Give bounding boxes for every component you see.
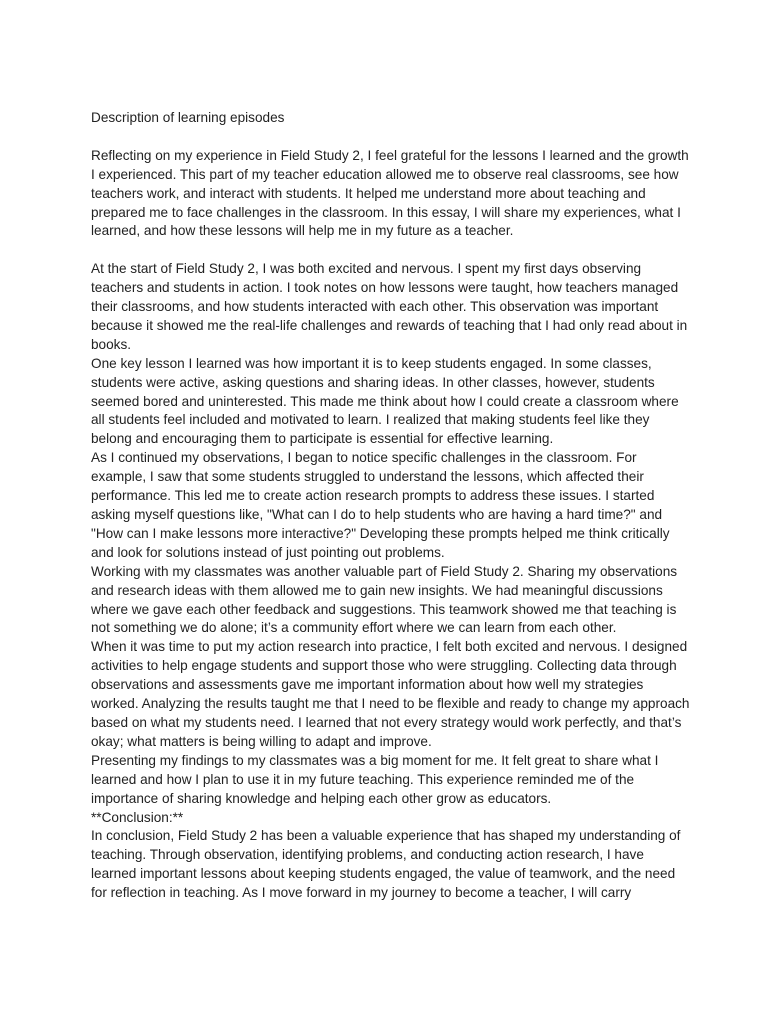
paragraph-classroom-challenges: As I continued my observations, I began to notice specific challenges in the classroom. For example, I saw that some students struggled to understand the lessons, which affected their performance. This led me to create action research prompts to address these issues. I started asking myself questions like, "What can I do to help students who are having a hard time?" and "How can I make lessons more interactive?" Developing these prompts helped me think critically and look for solutions instead of just pointing out problems. [91, 450, 670, 560]
conclusion-label: **Conclusion:** [91, 809, 184, 825]
document-heading: Description of learning episodes [91, 110, 285, 125]
paragraph-conclusion: In conclusion, Field Study 2 has been a valuable experience that has shaped my understanding of teaching. Through observation, identifying problems, and conducting action research, I have learned important lessons about keeping students engaged, the value of teamwork, and the need for reflection in teaching. As I move forward in my journey to become a teacher, I will carry [91, 828, 681, 901]
paragraph-working-with-classmates: Working with my classmates was another valuable part of Field Study 2. Sharing my observations and research ideas with them allowed me to gain new insights. We had meaningful discussions where we gave each other feedback and suggestions. This teamwork showed me that teaching is not something we do alone; it’s a community effort where we can learn from each other. [91, 563, 678, 636]
paragraph-introduction: Reflecting on my experience in Field Study 2, I feel grateful for the lessons I learned and the growth I experienced. This part of my teacher education allowed me to observe real classrooms, see how teachers work, and interact with students. It helped me understand more about teaching and prepared me to face challenges in the classroom. In this essay, I will share my experiences, what I learned, and how these lessons will help me in my future as a teacher. [91, 147, 689, 239]
paragraph-action-research: When it was time to put my action research into practice, I felt both excited and nervous. I designed activities to help engage students and support those who were struggling. Collecting data through observations and assessments gave me important information about how well my strategies worked. Analyzing the results taught me that I need to be flexible and ready to change my approach based on what my students need. I learned that not every strategy would work perfectly, and that’s okay; what matters is being willing to adapt and improve. [91, 639, 690, 749]
paragraph-student-engagement: One key lesson I learned was how important it is to keep students engaged. In some classes, students were active, asking questions and sharing ideas. In other classes, however, students seemed bored and uninterested. This made me think about how I could create a classroom where all students feel included and motivated to learn. I realized that making students feel like they belong and encouraging them to participate is essential for effective learning. [91, 355, 679, 447]
paragraph-presenting-findings: Presenting my findings to my classmates was a big moment for me. It felt great to share what I learned and how I plan to use it in my future teaching. This experience reminded me of the importance of sharing knowledge and helping each other grow as educators. [91, 752, 659, 806]
document-body [91, 109, 691, 903]
paragraph-start-of-field-study: At the start of Field Study 2, I was both excited and nervous. I spent my first days observing teachers and students in action. I took notes on how lessons were taught, how teachers managed their classrooms, and how students interacted with each other. This observation was important because it showed me the real-life challenges and rewards of teaching that I had only read about in books. [91, 261, 688, 352]
